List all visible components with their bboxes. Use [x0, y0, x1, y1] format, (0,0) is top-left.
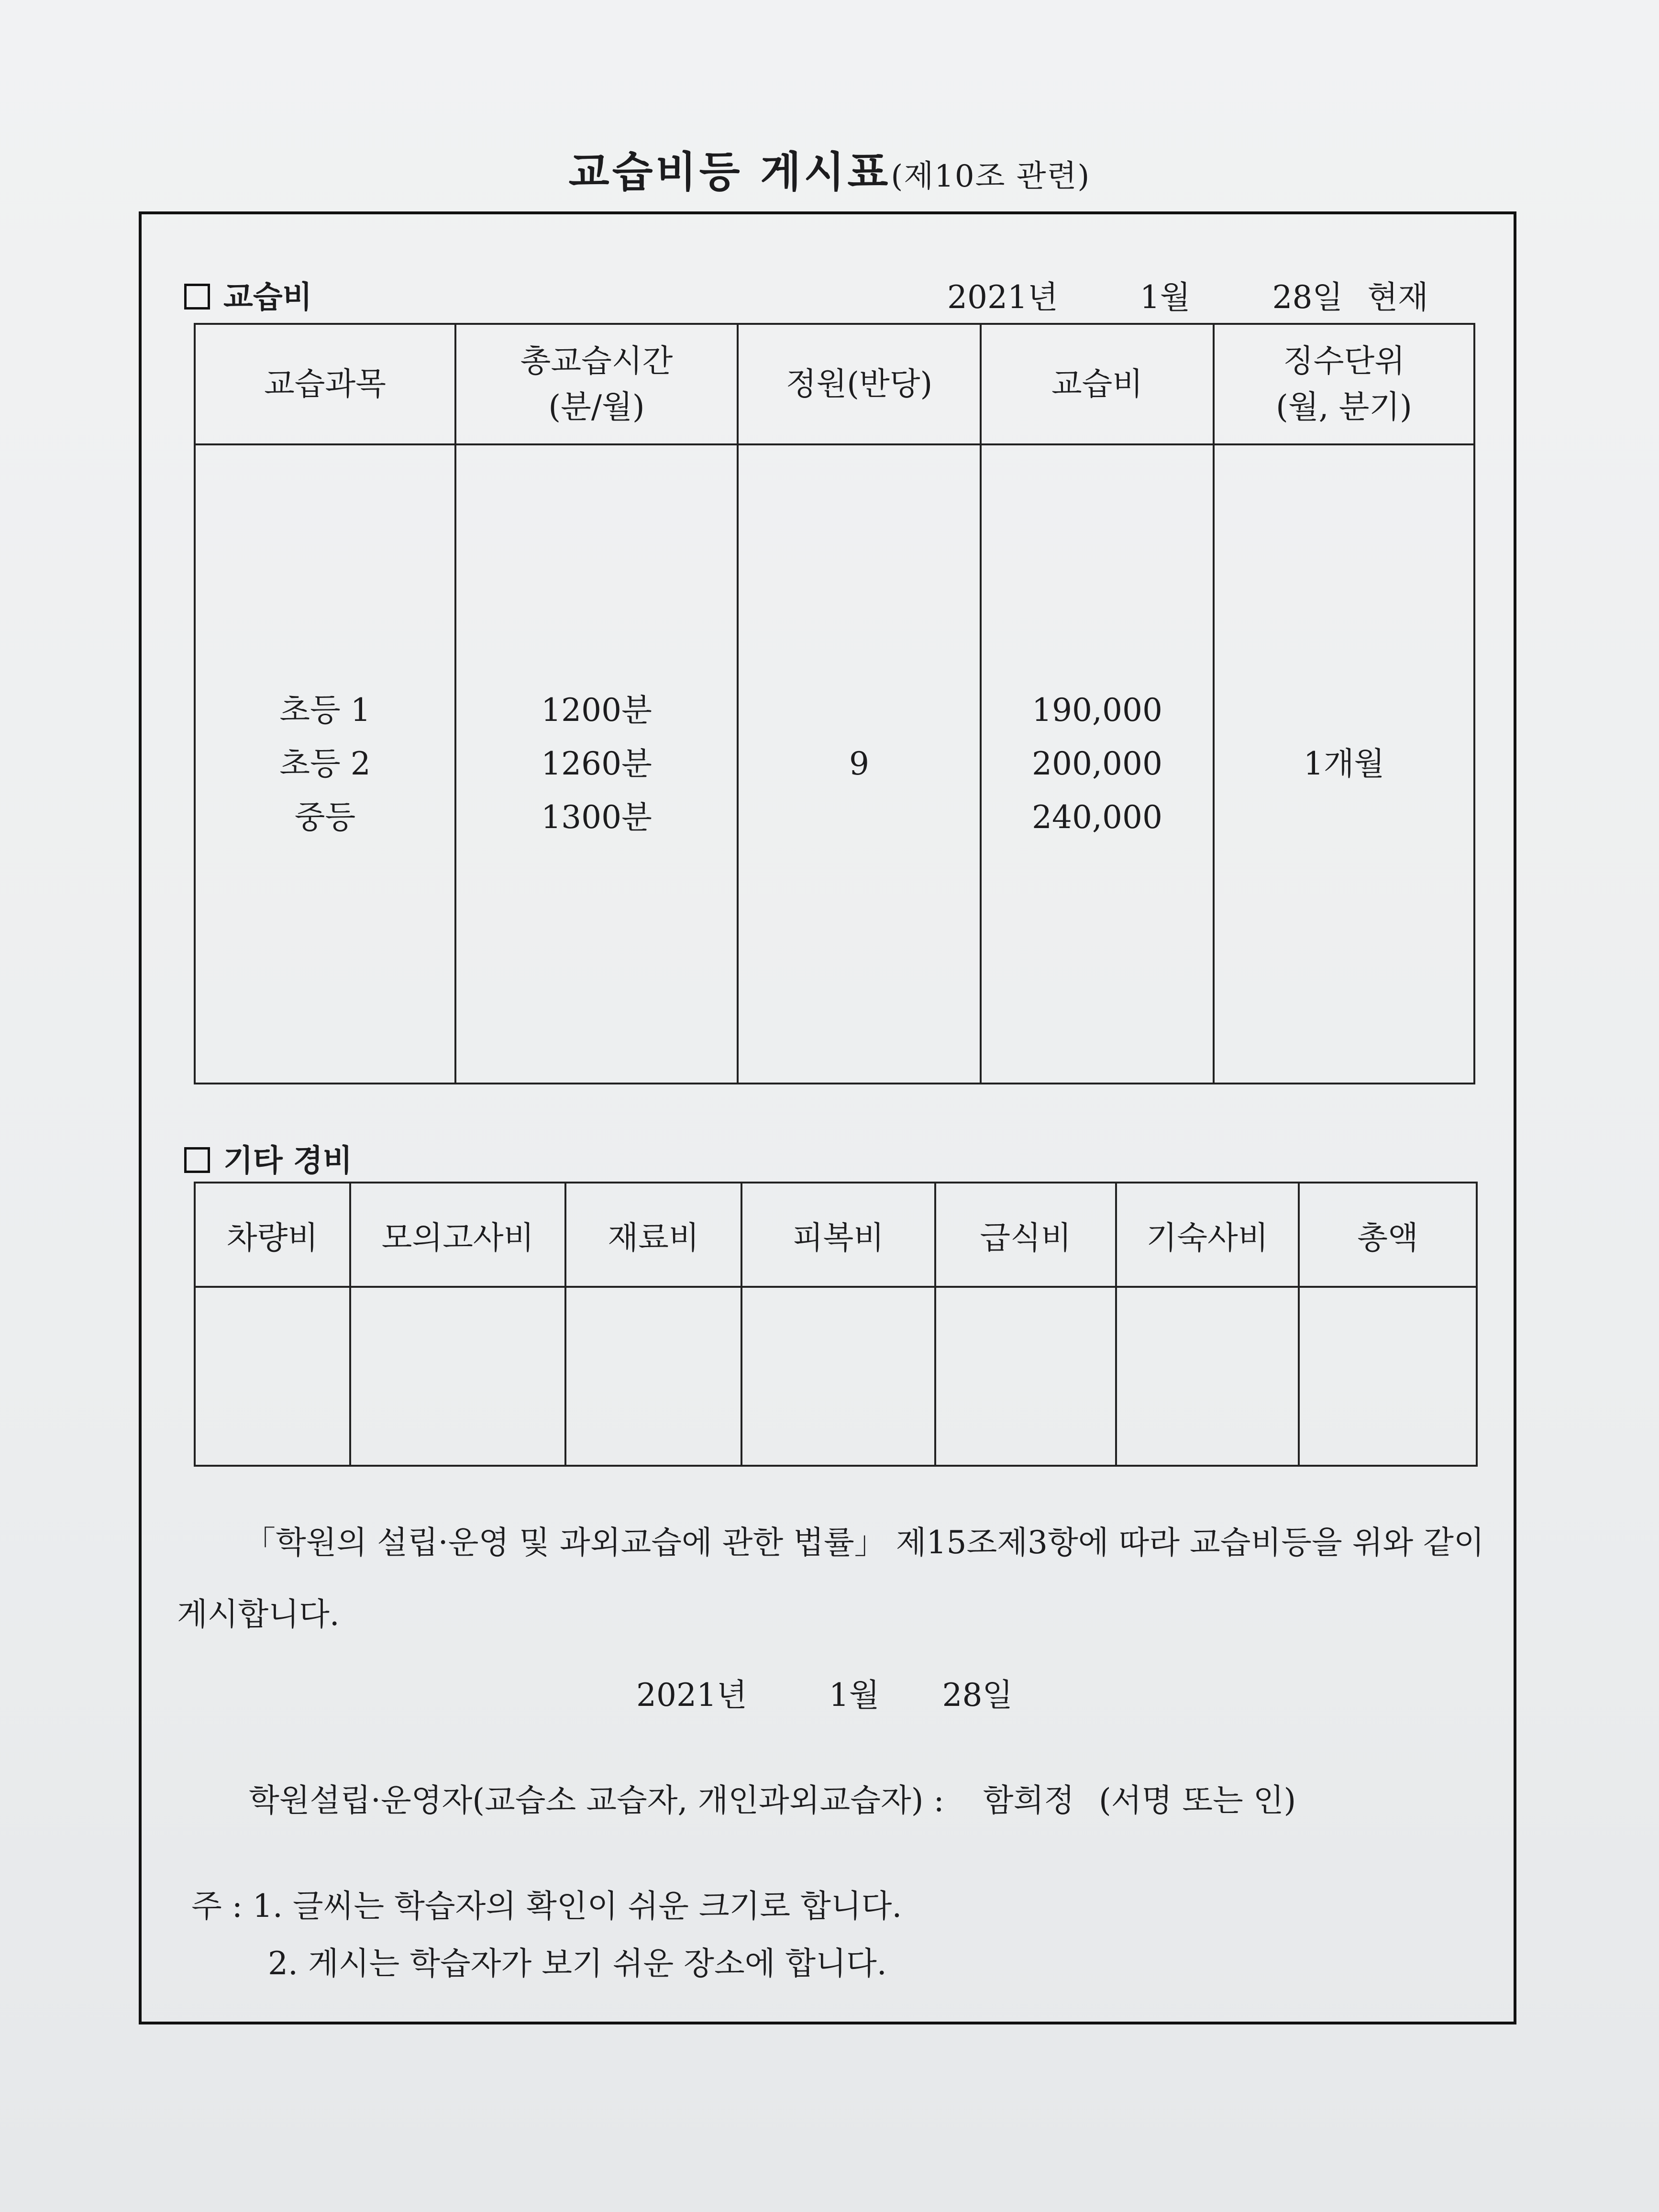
mock-exam-cell [350, 1287, 565, 1466]
header-mock-exam: 모의고사비 [350, 1183, 565, 1287]
fee-cell: 190,000 200,000 240,000 [981, 444, 1214, 1084]
dormitory-cell [1116, 1287, 1299, 1466]
subject-cell: 초등 1 초등 2 중등 [195, 444, 455, 1084]
table-row [195, 1287, 1477, 1466]
header-collection-unit: 징수단위 (월, 분기) [1214, 324, 1474, 444]
header-dormitory: 기숙사비 [1116, 1183, 1299, 1287]
title-sub: (제10조 관련) [891, 159, 1091, 194]
tuition-section-heading: 교습비 [184, 273, 312, 317]
table-header-row [195, 324, 1474, 444]
header-total-hours: 총교습시간 (분/월) [455, 324, 738, 444]
other-expenses-table [194, 1182, 1478, 1467]
notes [191, 1878, 902, 1992]
uniform-cell [741, 1287, 935, 1466]
operator-label: 학원설립·운영자(교습소 교습자, 개인과외교습자) : [249, 1782, 944, 1819]
page-title [0, 139, 1659, 199]
capacity-cell: 9 [738, 444, 981, 1084]
header-total: 총액 [1299, 1183, 1477, 1287]
operator-signature-line [249, 1775, 1296, 1820]
signature-placeholder: (서명 또는 인) [1099, 1782, 1296, 1819]
posting-date: 2021년 1월 28일 [636, 1677, 1013, 1714]
note-1: 주 : 1. 글씨는 학습자의 확인이 쉬운 크기로 합니다. [191, 1888, 902, 1924]
header-vehicle: 차량비 [195, 1183, 350, 1287]
title-main: 교습비등 게시표 [568, 147, 891, 197]
unit-cell: 1개월 [1214, 444, 1474, 1084]
materials-cell [565, 1287, 741, 1466]
other-expenses-heading: 기타 경비 [184, 1136, 353, 1180]
total-cell [1299, 1287, 1477, 1466]
hours-cell: 1200분 1260분 1300분 [455, 444, 738, 1084]
header-uniform: 피복비 [741, 1183, 935, 1287]
vehicle-cell [195, 1287, 350, 1466]
operator-name: 함희정 [983, 1782, 1075, 1819]
legal-statement: 「학원의 설립·운영 및 과외교습에 관한 법률」 제15조제3항에 따라 교습비등을 위와 같이 게시합니다. [177, 1524, 1484, 1633]
header-capacity: 정원(반당) [738, 324, 981, 444]
checkbox-square-icon [184, 1147, 210, 1173]
meals-cell [935, 1287, 1116, 1466]
header-meals: 급식비 [935, 1183, 1116, 1287]
table-row [195, 444, 1474, 1084]
header-subject: 교습과목 [195, 324, 455, 444]
table-header-row [195, 1183, 1477, 1287]
header-materials: 재료비 [565, 1183, 741, 1287]
as-of-date: 2021년 1월 28일 현재 [947, 279, 1428, 316]
checkbox-square-icon [184, 284, 210, 310]
tuition-table [194, 323, 1475, 1084]
header-fee: 교습비 [981, 324, 1214, 444]
note-2: 2. 게시는 학습자가 보기 쉬운 장소에 합니다. [268, 1945, 887, 1982]
